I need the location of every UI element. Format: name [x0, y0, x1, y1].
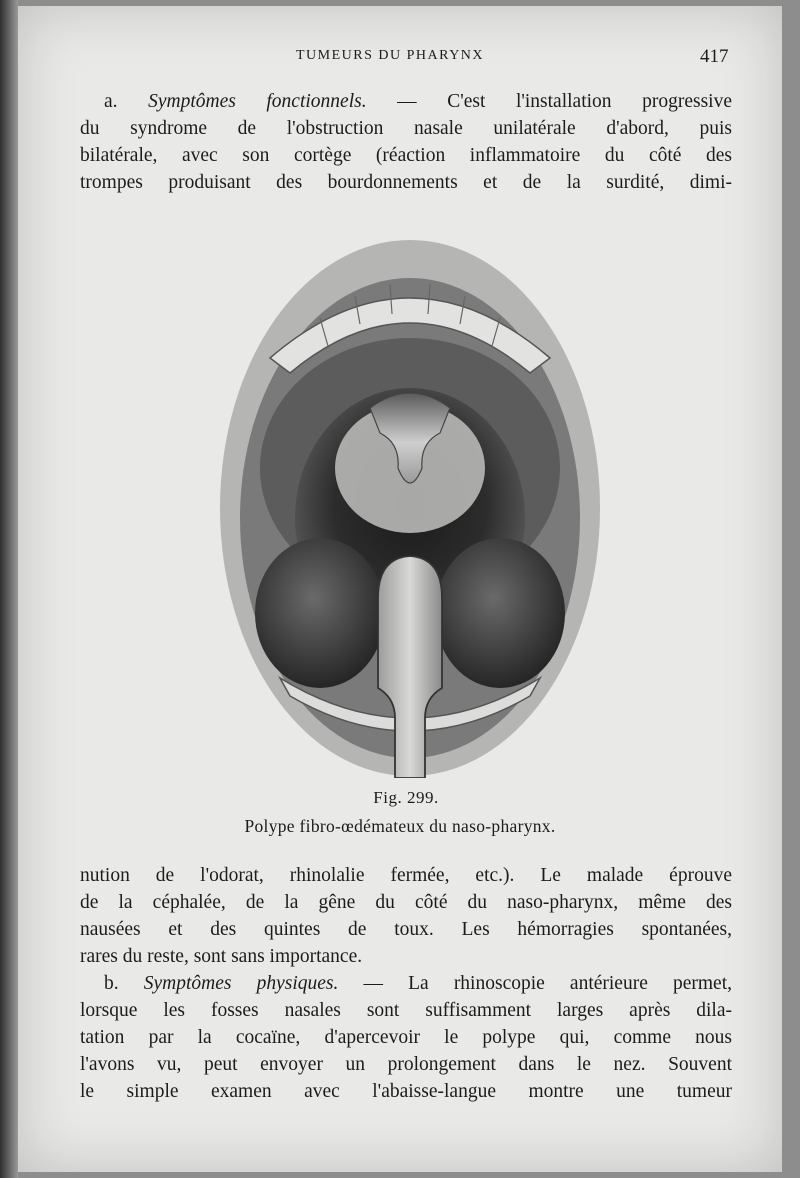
figure-caption: Polype fibro-œdémateux du naso-pharynx. — [244, 816, 556, 836]
paragraph-symptomes-physiques — [80, 970, 732, 1105]
text-line: trompes produisant des bourdonnements et de la surdité, dimi- — [80, 172, 732, 193]
text-line — [80, 970, 732, 997]
mouth-illustration — [210, 218, 610, 778]
section-heading: Symptômes physiques. — [143, 973, 339, 994]
page-edge-shadow — [0, 0, 18, 1178]
text-line: rares du reste, sont sans importance. — [80, 946, 363, 967]
text-line: nausées et des quintes de toux. Les hémorragies spontanées, — [80, 919, 732, 940]
right-tonsil — [435, 538, 565, 688]
text-line: nution de l'odorat, rhinolalie fermée, etc.). Le malade éprouve — [80, 865, 732, 886]
text-span: — C'est l'installation progressive — [366, 91, 732, 112]
text-line — [80, 88, 732, 115]
figure-number-text: Fig. 299. — [373, 788, 439, 807]
paragraph-continuation — [80, 862, 732, 970]
page-header — [0, 44, 800, 74]
text-line: l'avons vu, peut envoyer un prolongement dans le nez. Souvent — [80, 1054, 732, 1075]
paragraph-symptomes-fonctionnels — [80, 88, 732, 196]
text-line: le simple examen avec l'abaisse-langue montre une tumeur — [80, 1081, 732, 1102]
figure-number — [0, 788, 800, 808]
running-title: TUMEURS DU PHARYNX — [296, 48, 485, 63]
section-label: b. — [104, 973, 119, 994]
text-line: tation par la cocaïne, d'apercevoir le polype qui, comme nous — [80, 1027, 732, 1048]
page-number: 417 — [700, 46, 729, 67]
section-heading: Symptômes fonctionnels. — [148, 91, 367, 112]
text-line: de la céphalée, de la gêne du côté du naso-pharynx, même des — [80, 892, 732, 913]
text-line: lorsque les fosses nasales sont suffisamment larges après dila- — [80, 1000, 732, 1021]
section-label: a. — [104, 91, 118, 112]
left-tonsil — [255, 538, 385, 688]
text-line: du syndrome de l'obstruction nasale unilatérale d'abord, puis — [80, 118, 732, 139]
text-line: bilatérale, avec son cortège (réaction inflammatoire du côté des — [80, 145, 732, 166]
text-span: — La rhinoscopie antérieure permet, — [338, 973, 732, 994]
